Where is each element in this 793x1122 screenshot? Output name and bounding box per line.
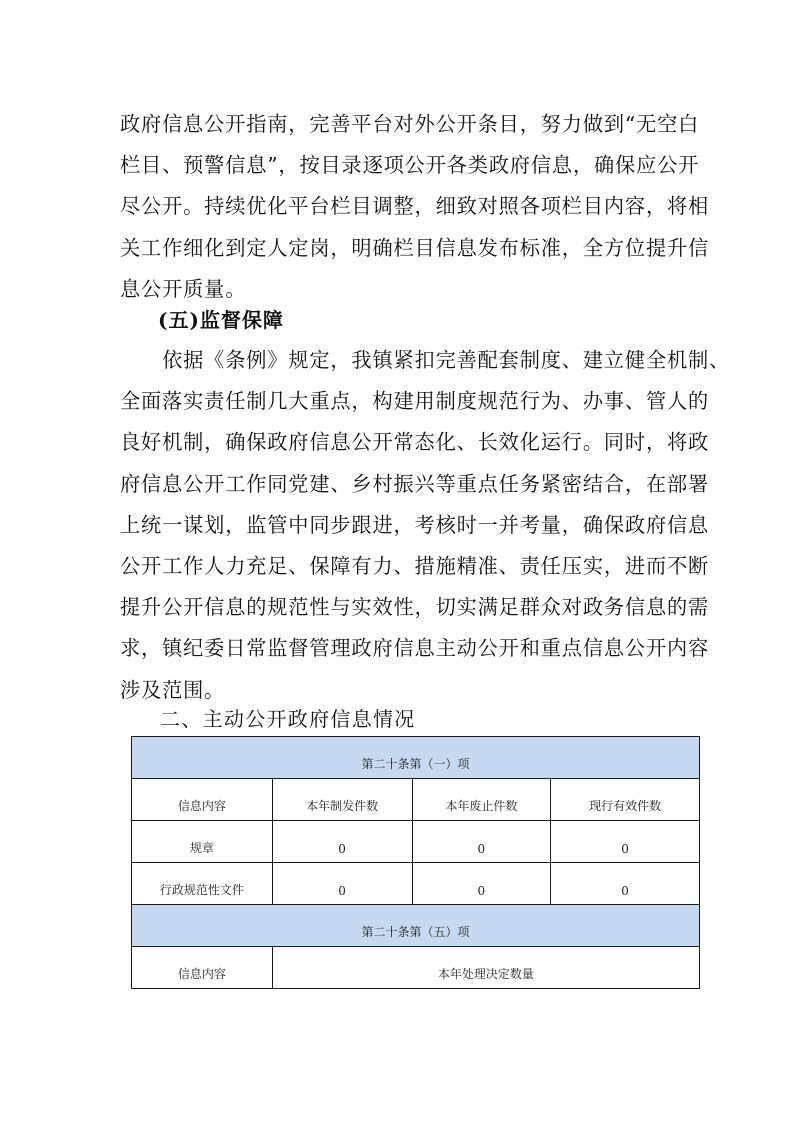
text-line: 政府信息公开指南，完善平台对外公开条目，努力做到“无空白 [120, 112, 700, 136]
section1-title-cell: 第二十条第（一）项 [132, 737, 700, 779]
section2-title-cell: 第二十条第（五）项 [132, 905, 700, 947]
column-header: 本年废止件数 [412, 779, 551, 821]
text-line: 尽公开。持续优化平台栏目调整，细致对照各项栏目内容，将相 [120, 194, 710, 219]
column-header: 本年处理决定数量 [272, 947, 699, 989]
abolished-cell: 0 [412, 821, 551, 863]
text-line: 全面落实责任制几大重点，构建用制度规范行为、办事、管人的 [120, 389, 710, 414]
paragraph-supervision [120, 340, 731, 711]
row-name-cell: 规章 [132, 821, 273, 863]
text-line: 息公开质量。 [120, 276, 247, 301]
text-line: 求，镇纪委日常监督管理政府信息主动公开和重点信息公开内容 [120, 636, 710, 661]
disclosure-table [131, 736, 700, 989]
table-header-row [132, 779, 700, 821]
table-header-row [132, 947, 700, 989]
valid-cell: 0 [551, 863, 700, 905]
text-line: 栏目、预警信息”，按目录逐项公开各类政府信息，确保应公开 [120, 153, 700, 178]
table-row [132, 821, 700, 863]
table-row [132, 863, 700, 905]
issued-cell: 0 [272, 863, 412, 905]
column-header: 信息内容 [132, 947, 273, 989]
text-line: 涉及范围。 [120, 677, 226, 702]
text-line: 良好机制，确保政府信息公开常态化、长效化运行。同时，将政 [120, 430, 710, 455]
text-line: 公开工作人力充足、保障有力、措施精准、责任压实，进而不断 [120, 553, 710, 578]
abolished-cell: 0 [412, 863, 551, 905]
paragraph-platform-guide [120, 104, 716, 310]
text-line: 上统一谋划，监管中同步跟进，考核时一并考量，确保政府信息 [120, 512, 710, 537]
row-name-cell: 行政规范性文件 [132, 863, 273, 905]
text-line: 提升公开信息的规范性与实效性，切实满足群众对政务信息的需 [120, 595, 710, 620]
text-line: 关工作细化到定人定岗，明确栏目信息发布标准，全方位提升信 [120, 235, 710, 260]
text-line: 府信息公开工作同党建、乡村振兴等重点任务紧密结合，在部署 [120, 471, 710, 496]
text-line: 依据《条例》规定，我镇紧扣完善配套制度、建立健全机制、 [120, 348, 731, 372]
table-section-header-row [132, 905, 700, 947]
column-header: 现行有效件数 [551, 779, 700, 821]
subheading-supervision: (五)监督保障 [158, 308, 284, 332]
section-title: 二、主动公开政府信息情况 [160, 707, 416, 731]
table-section-header-row [132, 737, 700, 779]
column-header: 本年制发件数 [272, 779, 412, 821]
valid-cell: 0 [551, 821, 700, 863]
column-header: 信息内容 [132, 779, 273, 821]
issued-cell: 0 [272, 821, 412, 863]
